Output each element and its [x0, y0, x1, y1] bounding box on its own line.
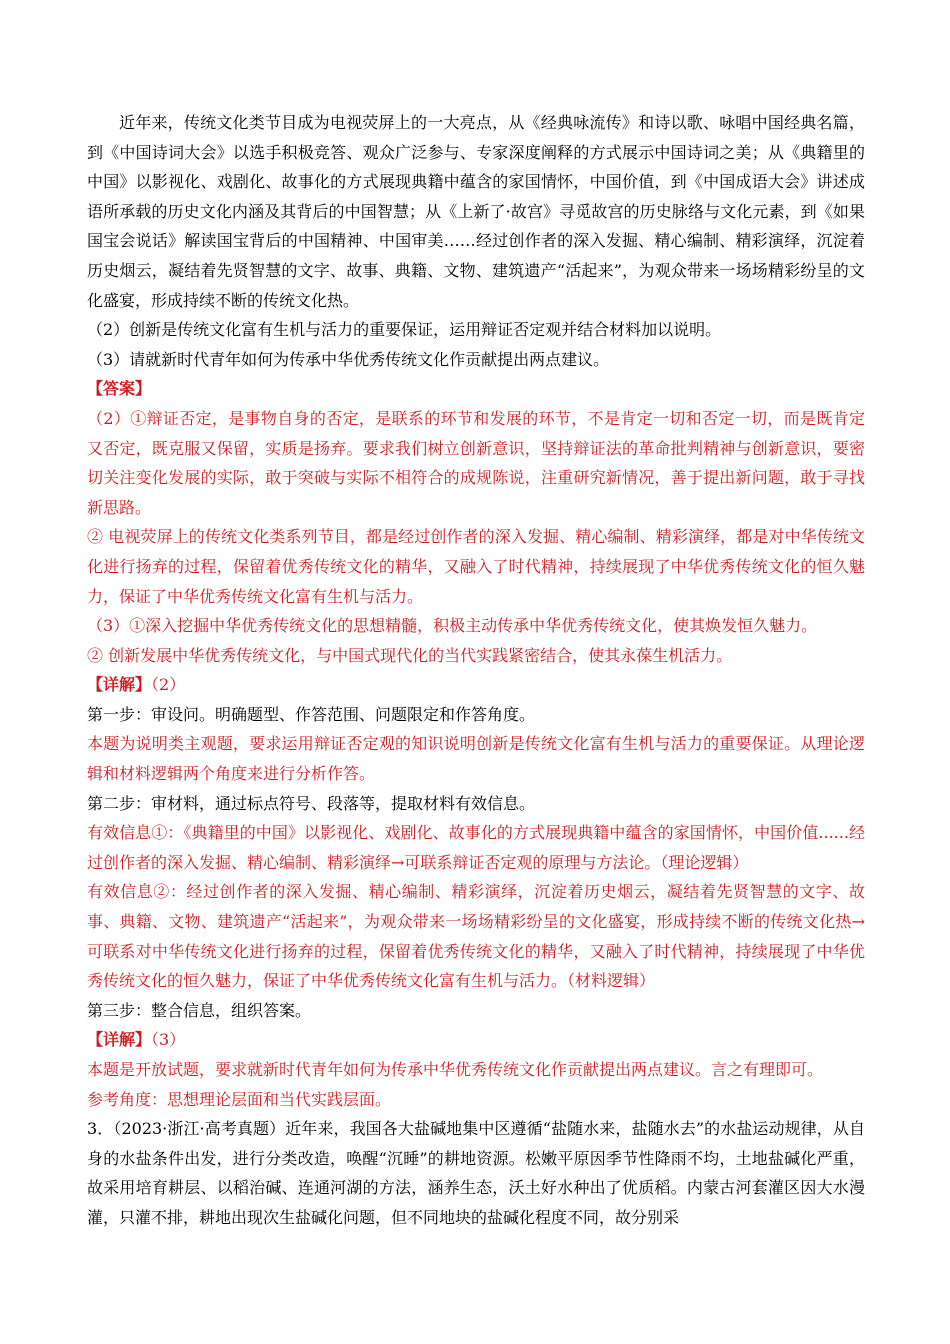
detail-2-info-1: 有效信息①：《典籍里的中国》以影视化、戏剧化、故事化的方式展现典籍中蕴含的家国情怀，中国价值......经过创作者的深入发掘、精心编制、精彩演绎→可联系辩证否定观的原理与方法论。（理论逻辑）: [87, 823, 865, 872]
detail-3-heading-suffix: （3）: [151, 1030, 186, 1050]
detail-2-step-3: 第三步：整合信息，组织答案。: [87, 1000, 312, 1020]
detail-2-heading: 【详解】: [87, 675, 152, 695]
material-paragraph: 近年来，传统文化类节目成为电视荧屏上的一大亮点，从《经典咏流传》和诗以歌、咏唱中国经典名篇，到《中国诗词大会》以选手积极竞答、观众广泛参与、专家深度阐释的方式展示中国诗词之美；从《典籍里的中国》以影视化、戏剧化、故事化的方式展现典籍中蕴含的家国情怀，中国价值，到《中国成语大会》讲述成语所承载的历史文化内涵及其背后的中国智慧；从《上新了·故宫》寻觅故宫的历史脉络与文化元素，到《如果国宝会说话》解读国宝背后的中国精神、中国审美……经过创作者的深入发掘、精心编制、精彩演绎，沉淀着历史烟云，凝结着先贤智慧的文字、故事、典籍、文物、建筑遗产“活起来”，为观众带来一场场精彩纷呈的文化盛宴，形成持续不断的传统文化热。: [87, 113, 865, 310]
detail-2-info-2: 有效信息②：经过创作者的深入发掘、精心编制、精彩演绎，沉淀着历史烟云，凝结着先贤智慧的文字、故事、典籍、文物、建筑遗产“活起来”，为观众带来一场场精彩纷呈的文化盛宴，形成持续不断的传统文化热→可联系对中华传统文化进行扬弃的过程，保留着优秀传统文化的精华，又融入了时代精神，持续展现了中华优秀传统文化的恒久魅力，保证了中华优秀传统文化富有生机与活力。（材料逻辑）: [87, 882, 865, 991]
answer-2-point-1: （2）①辩证否定，是事物自身的否定，是联系的环节和发展的环节，不是肯定一切和否定一切，而是既肯定又否定，既克服又保留，实质是扬弃。要求我们树立创新意识，坚持辩证法的革命批判精神与创新意识，要密切关注变化发展的实际，敢于突破与实际不相符合的成规陈说，注重研究新情况，善于提出新问题，敢于寻找新思路。: [87, 408, 865, 517]
detail-3-text-1: 本题是开放试题，要求就新时代青年如何为传承中华优秀传统文化作贡献提出两点建议。言之有理即可。: [87, 1060, 824, 1079]
detail-2-step-1-text: 本题为说明类主观题，要求运用辩证否定观的知识说明创新是传统文化富有生机与活力的重要保证。从理论逻辑和材料逻辑两个角度来进行分析作答。: [87, 734, 865, 784]
question-3: （3）请就新时代青年如何为传承中华优秀传统文化作贡献提出两点建议。: [87, 349, 610, 369]
detail-2-heading-line: [87, 670, 865, 700]
document-page: [87, 108, 865, 1233]
detail-3-heading-line: [87, 1025, 865, 1055]
detail-2-heading-suffix: （2）: [151, 675, 186, 695]
answer-3-point-1: （3）①深入挖掘中华优秀传统文化的思想精髓，积极主动传承中华优秀传统文化，使其焕发恒久魅力。: [87, 616, 818, 636]
detail-2-step-2: 第二步：审材料，通过标点符号、段落等，提取材料有效信息。: [87, 793, 536, 813]
detail-3-text-2: 参考角度：思想理论层面和当代实践层面。: [87, 1089, 392, 1109]
question-2: （2）创新是传统文化富有生机与活力的重要保证，运用辩证否定观并结合材料加以说明。: [87, 320, 722, 340]
answer-3-point-2: ② 创新发展中华优秀传统文化，与中国式现代化的当代实践紧密结合，使其永葆生机活力。: [87, 645, 733, 665]
answer-2-point-2: ② 电视荧屏上的传统文化类系列节目，都是经过创作者的深入发掘、精心编制、精彩演绎，都是对中华传统文化进行扬弃的过程，保留着优秀传统文化的精华，又融入了时代精神，持续展现了中华优秀传统文化的恒久魅力，保证了中华优秀传统文化富有生机与活力。: [87, 527, 865, 606]
detail-3-heading: 【详解】: [87, 1030, 152, 1050]
question-3-stem: 3．（2023·浙江·高考真题）近年来，我国各大盐碱地集中区遵循“盐随水来，盐随水去”的水盐运动规律，从自身的水盐条件出发，进行分类改造，唤醒“沉睡”的耕地资源。松嫩平原因季节性降雨不均，土地盐碱化严重，故采用培育耕层、以稻治碱、连通河湖的方法，涵养生态，沃土好水种出了优质稻。内蒙古河套灌区因大水漫灌，只灌不排，耕地出现次生盐碱化问题，但不同地块的盐碱化程度不同，故分别采: [87, 1119, 865, 1227]
detail-2-step-1: 第一步：审设问。明确题型、作答范围、问题限定和作答角度。: [87, 704, 536, 724]
answer-heading: 【答案】: [87, 379, 152, 399]
